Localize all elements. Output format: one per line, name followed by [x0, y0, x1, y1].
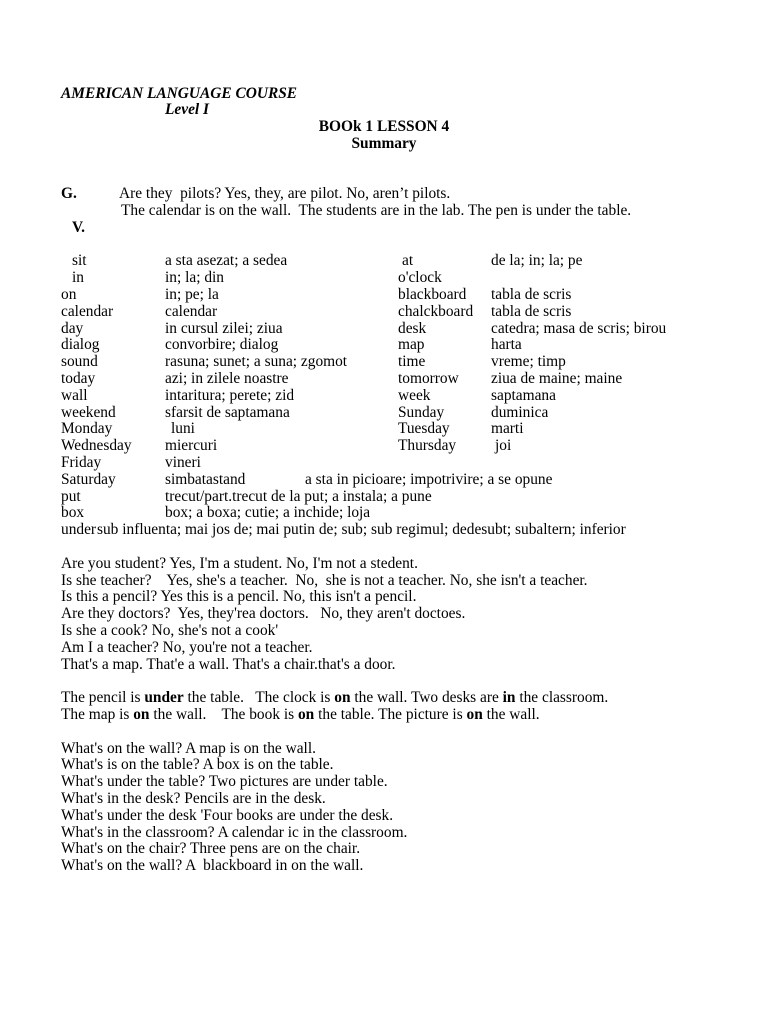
vocab-meaning-2: harta	[491, 336, 522, 354]
question-line: What's is on the table? A box is on the table.	[61, 756, 334, 774]
vocab-meaning: rasuna; sunet; a suna; zgomot	[165, 353, 348, 371]
vocab-meaning: trecut/part.trecut de la put; a instala; a pune	[165, 487, 432, 505]
vocabulary-label-row	[0, 220, 768, 237]
course-title: AMERICAN LANGUAGE COURSE	[61, 84, 298, 102]
vocab-term-2: Sunday	[398, 403, 445, 421]
vocab-term: today	[61, 370, 96, 388]
paragraph-spacer	[0, 237, 768, 254]
vocab-meaning: in; la; din	[165, 269, 224, 287]
answer-line: Are they doctors? Yes, they'rea doctors. No, they aren't doctoes.	[61, 605, 466, 623]
answer-line: Is she a cook? No, she's not a cook'	[61, 622, 279, 639]
question-line: What's in the desk? Pencils are in the desk.	[61, 789, 326, 807]
preposition-text: the table. The clock is	[183, 689, 335, 707]
answer-line: Is this a pencil? Yes this is a pencil. No, this isn't a pencil.	[61, 588, 417, 606]
paragraph-spacer	[0, 539, 768, 556]
vocab-term: wall	[61, 386, 88, 404]
vocab-meaning: intaritura; perete; zid	[165, 386, 295, 404]
vocab-row	[0, 270, 768, 287]
vocab-term-2: tomorrow	[398, 370, 459, 388]
vocab-term: calendar	[61, 302, 114, 320]
vocab-term-2: o'clock	[398, 269, 442, 287]
preposition-text: the wall. The book is	[149, 705, 298, 723]
document-page	[0, 86, 768, 875]
vocab-term-2: blackboard	[398, 286, 467, 304]
vocab-row	[0, 522, 768, 539]
vocab-term: on	[61, 286, 77, 304]
vocab-row	[0, 421, 768, 438]
vocab-term: under	[61, 521, 97, 539]
preposition-keyword: under	[144, 689, 184, 707]
vocab-meaning-2: ziua de maine; maine	[491, 370, 623, 388]
vocab-row	[0, 388, 768, 405]
vocab-meaning-2: duminica	[491, 403, 549, 421]
paragraph-spacer	[0, 153, 768, 170]
vocab-row	[0, 489, 768, 506]
vocabulary-label: V.	[72, 218, 85, 236]
vocab-meaning: convorbire; dialog	[165, 336, 279, 354]
paragraph-spacer	[0, 673, 768, 690]
vocab-meaning: luni	[171, 420, 195, 438]
vocab-term: sound	[61, 353, 98, 371]
vocab-term: in	[72, 269, 84, 287]
vocab-term: box	[61, 504, 85, 522]
preposition-keyword: in	[502, 689, 516, 707]
vocab-row	[0, 455, 768, 472]
vocab-term-2: desk	[398, 319, 427, 337]
question-line: What's on the chair? Three pens are on the chair.	[61, 840, 361, 858]
answer-line: Am I a teacher? No, you're not a teacher.	[61, 638, 313, 656]
vocab-meaning-2: joi	[495, 437, 512, 455]
vocab-meaning: miercuri	[165, 437, 218, 455]
question-line: What's under the desk 'Four books are under the desk.	[61, 806, 394, 824]
vocab-row	[0, 304, 768, 321]
vocab-term: day	[61, 319, 84, 337]
question-line: What's under the table? Two pictures are under table.	[61, 773, 388, 791]
vocab-row	[0, 337, 768, 354]
preposition-text: the classroom.	[515, 689, 609, 707]
vocab-meaning-2: tabla de scris	[491, 302, 572, 320]
preposition-line	[0, 707, 768, 724]
vocab-meaning-2: catedra; masa de scris; birou	[491, 319, 667, 337]
vocab-meaning: box; a boxa; cutie; a inchide; loja	[165, 504, 371, 522]
vocab-term: dialog	[61, 336, 100, 354]
vocab-term-2: time	[398, 353, 426, 371]
vocab-term: weekend	[61, 403, 116, 421]
vocab-row	[0, 321, 768, 338]
vocab-row	[0, 371, 768, 388]
paragraph-spacer	[0, 169, 768, 186]
preposition-keyword: on	[133, 705, 150, 723]
preposition-text: the wall. Two desks are	[350, 689, 503, 707]
vocab-row	[0, 287, 768, 304]
vocab-term-2: map	[398, 336, 425, 354]
preposition-line	[0, 690, 768, 707]
grammar-line: Are they pilots? Yes, they, are pilot. No, aren’t pilots.	[119, 185, 451, 203]
vocab-term: Wednesday	[61, 437, 132, 455]
vocab-row	[0, 472, 768, 489]
vocab-term: put	[61, 487, 81, 505]
vocab-meaning: vineri	[165, 454, 201, 472]
vocab-meaning-extra: a sta in picioare; impotrivire; a se opune	[305, 470, 553, 488]
question-line: What's on the wall? A blackboard in on the wall.	[61, 857, 364, 875]
preposition-text: the table. The picture is	[314, 705, 467, 723]
vocab-meaning: sfarsit de saptamana	[165, 403, 290, 421]
vocab-meaning: in; pe; la	[165, 286, 219, 304]
summary-heading: Summary	[351, 134, 417, 152]
paragraph-spacer	[0, 724, 768, 741]
preposition-keyword: on	[297, 705, 315, 723]
vocab-term: sit	[72, 252, 87, 270]
vocab-meaning-2: vreme; timp	[491, 353, 566, 371]
vocab-term: Friday	[61, 454, 102, 472]
vocab-term-2: at	[402, 252, 414, 270]
grammar-line: The calendar is on the wall. The students are in the lab. The pen is under the table.	[121, 202, 632, 220]
vocab-meaning: in cursul zilei; ziua	[165, 319, 283, 337]
preposition-text: the wall.	[482, 705, 540, 723]
vocab-meaning: simbatastand	[165, 470, 246, 488]
preposition-keyword: on	[334, 689, 351, 707]
vocab-row	[0, 253, 768, 270]
course-level: Level I	[165, 101, 210, 119]
answer-line: That's a map. That'e a wall. That's a chair.that's a door.	[61, 655, 396, 673]
question-line: What's in the classroom? A calendar ic in the classroom.	[61, 823, 408, 841]
answer-line: Are you student? Yes, I'm a student. No, I'm not a stedent.	[61, 554, 418, 572]
vocab-meaning: sub influenta; mai jos de; mai putin de; sub; sub regimul; dedesubt; subaltern; inferior	[97, 521, 626, 539]
vocab-term: Saturday	[61, 470, 116, 488]
answer-line: Is she teacher? Yes, she's a teacher. No, she is not a teacher. No, she isn't a teacher.	[61, 571, 588, 589]
vocab-row	[0, 505, 768, 522]
vocab-meaning-2: marti	[491, 420, 524, 438]
grammar-label: G.	[61, 185, 77, 203]
vocab-meaning: a sta asezat; a sedea	[165, 252, 288, 270]
vocab-meaning-2: de la; in; la; pe	[491, 252, 583, 270]
vocab-term-2: week	[398, 386, 431, 404]
grammar-row	[0, 186, 768, 203]
vocab-term: Monday	[61, 420, 113, 438]
question-line: What's on the wall? A map is on the wall.	[61, 739, 316, 757]
vocab-row	[0, 438, 768, 455]
lesson-title: BOOk 1 LESSON 4	[318, 118, 450, 136]
vocab-meaning: azi; in zilele noastre	[165, 370, 289, 388]
vocab-term-2: Thursday	[398, 437, 457, 455]
vocab-meaning-2: saptamana	[491, 386, 556, 404]
preposition-text: The map is	[61, 705, 134, 723]
vocab-row	[0, 405, 768, 422]
preposition-keyword: on	[466, 705, 483, 723]
vocab-row	[0, 354, 768, 371]
vocab-term-2: Tuesday	[398, 420, 450, 438]
vocab-meaning-2: tabla de scris	[491, 286, 572, 304]
vocab-meaning: calendar	[165, 302, 218, 320]
vocab-term-2: chalckboard	[398, 302, 474, 320]
preposition-text: The pencil is	[61, 689, 145, 707]
